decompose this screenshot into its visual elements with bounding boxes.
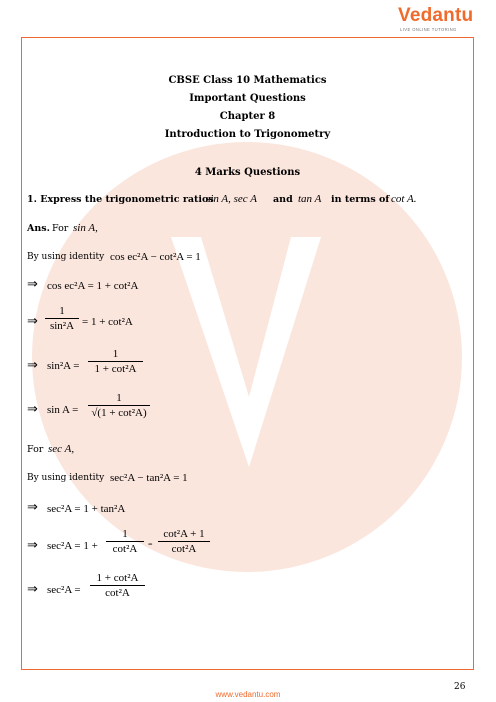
step-4-fraction	[88, 392, 150, 419]
step-2-fraction	[45, 305, 79, 332]
step-2-rhs: = 1 + cot²A	[82, 316, 133, 328]
implies-icon: ⇒	[27, 277, 38, 292]
identity-2-label: By using identity	[27, 473, 105, 483]
doc-chapter: Chapter 8	[219, 111, 276, 122]
step-7-fraction	[90, 572, 145, 599]
doc-subtitle: Important Questions	[189, 93, 306, 104]
answer-label: Ans.	[27, 223, 50, 234]
step-2-denominator: sin²A	[49, 320, 75, 332]
step-5: sec²A = 1 + tan²A	[47, 503, 126, 515]
step-6-numerator: 1	[122, 528, 128, 540]
implies-icon: ⇒	[27, 402, 38, 417]
step-6-lhs: sec²A = 1 +	[47, 540, 98, 552]
question-ratios: sin A, sec A	[206, 193, 257, 205]
logo-text: Vedantu	[398, 5, 474, 26]
footer-url[interactable]: www.vedantu.com	[215, 690, 281, 699]
answer-sinA: sin A,	[73, 222, 98, 234]
step-4-denominator: √(1 + cot²A)	[91, 407, 147, 419]
question-cot: cot A.	[391, 193, 417, 205]
step-6-fraction-2	[158, 528, 210, 555]
step-3-fraction	[88, 348, 143, 375]
step-6-equals: =	[148, 540, 153, 549]
identity-1: cos ec²A − cot²A = 1	[110, 251, 201, 263]
step-7-denominator: cot²A	[105, 587, 130, 599]
doc-chapter-title: Introduction to Trigonometry	[164, 129, 331, 140]
logo-tagline: LIVE ONLINE TUTORING	[400, 27, 457, 32]
step-3-denominator: 1 + cot²A	[94, 363, 137, 375]
implies-icon: ⇒	[27, 500, 38, 515]
section-heading: 4 Marks Questions	[194, 167, 301, 178]
page-number: 26	[454, 682, 466, 692]
step-7-lhs: sec²A =	[47, 584, 81, 596]
vedantu-logo	[398, 5, 478, 33]
step-4-numerator: 1	[116, 392, 122, 404]
question-tan: tan A	[298, 193, 322, 205]
step-3-numerator: 1	[112, 348, 119, 360]
step-2-numerator: 1	[59, 305, 65, 317]
question-prefix: 1. Express the trigonometric ratios	[27, 194, 214, 205]
implies-icon: ⇒	[27, 314, 38, 329]
answer-for-1: For	[52, 223, 69, 234]
implies-icon: ⇒	[27, 358, 38, 373]
identity-2: sec²A − tan²A = 1	[110, 472, 188, 484]
answer-for-2: For	[27, 444, 44, 455]
step-6-numerator-2: cot²A + 1	[163, 528, 205, 540]
doc-title: CBSE Class 10 Mathematics	[168, 75, 327, 86]
step-6-denominator-2: cot²A	[171, 543, 197, 555]
question-suffix: in terms of	[331, 194, 390, 205]
step-3-lhs: sin²A =	[47, 360, 80, 372]
step-1: cos ec²A = 1 + cot²A	[47, 280, 139, 292]
step-4-lhs: sin A =	[47, 404, 79, 416]
answer-secA: sec A,	[48, 443, 75, 455]
implies-icon: ⇒	[27, 582, 38, 597]
identity-1-label: By using identity	[27, 252, 105, 262]
step-7-numerator: 1 + cot²A	[96, 572, 139, 584]
step-6-fraction-1	[106, 528, 144, 555]
implies-icon: ⇒	[27, 538, 38, 553]
question-and: and	[273, 194, 293, 205]
step-6-denominator: cot²A	[112, 543, 138, 555]
